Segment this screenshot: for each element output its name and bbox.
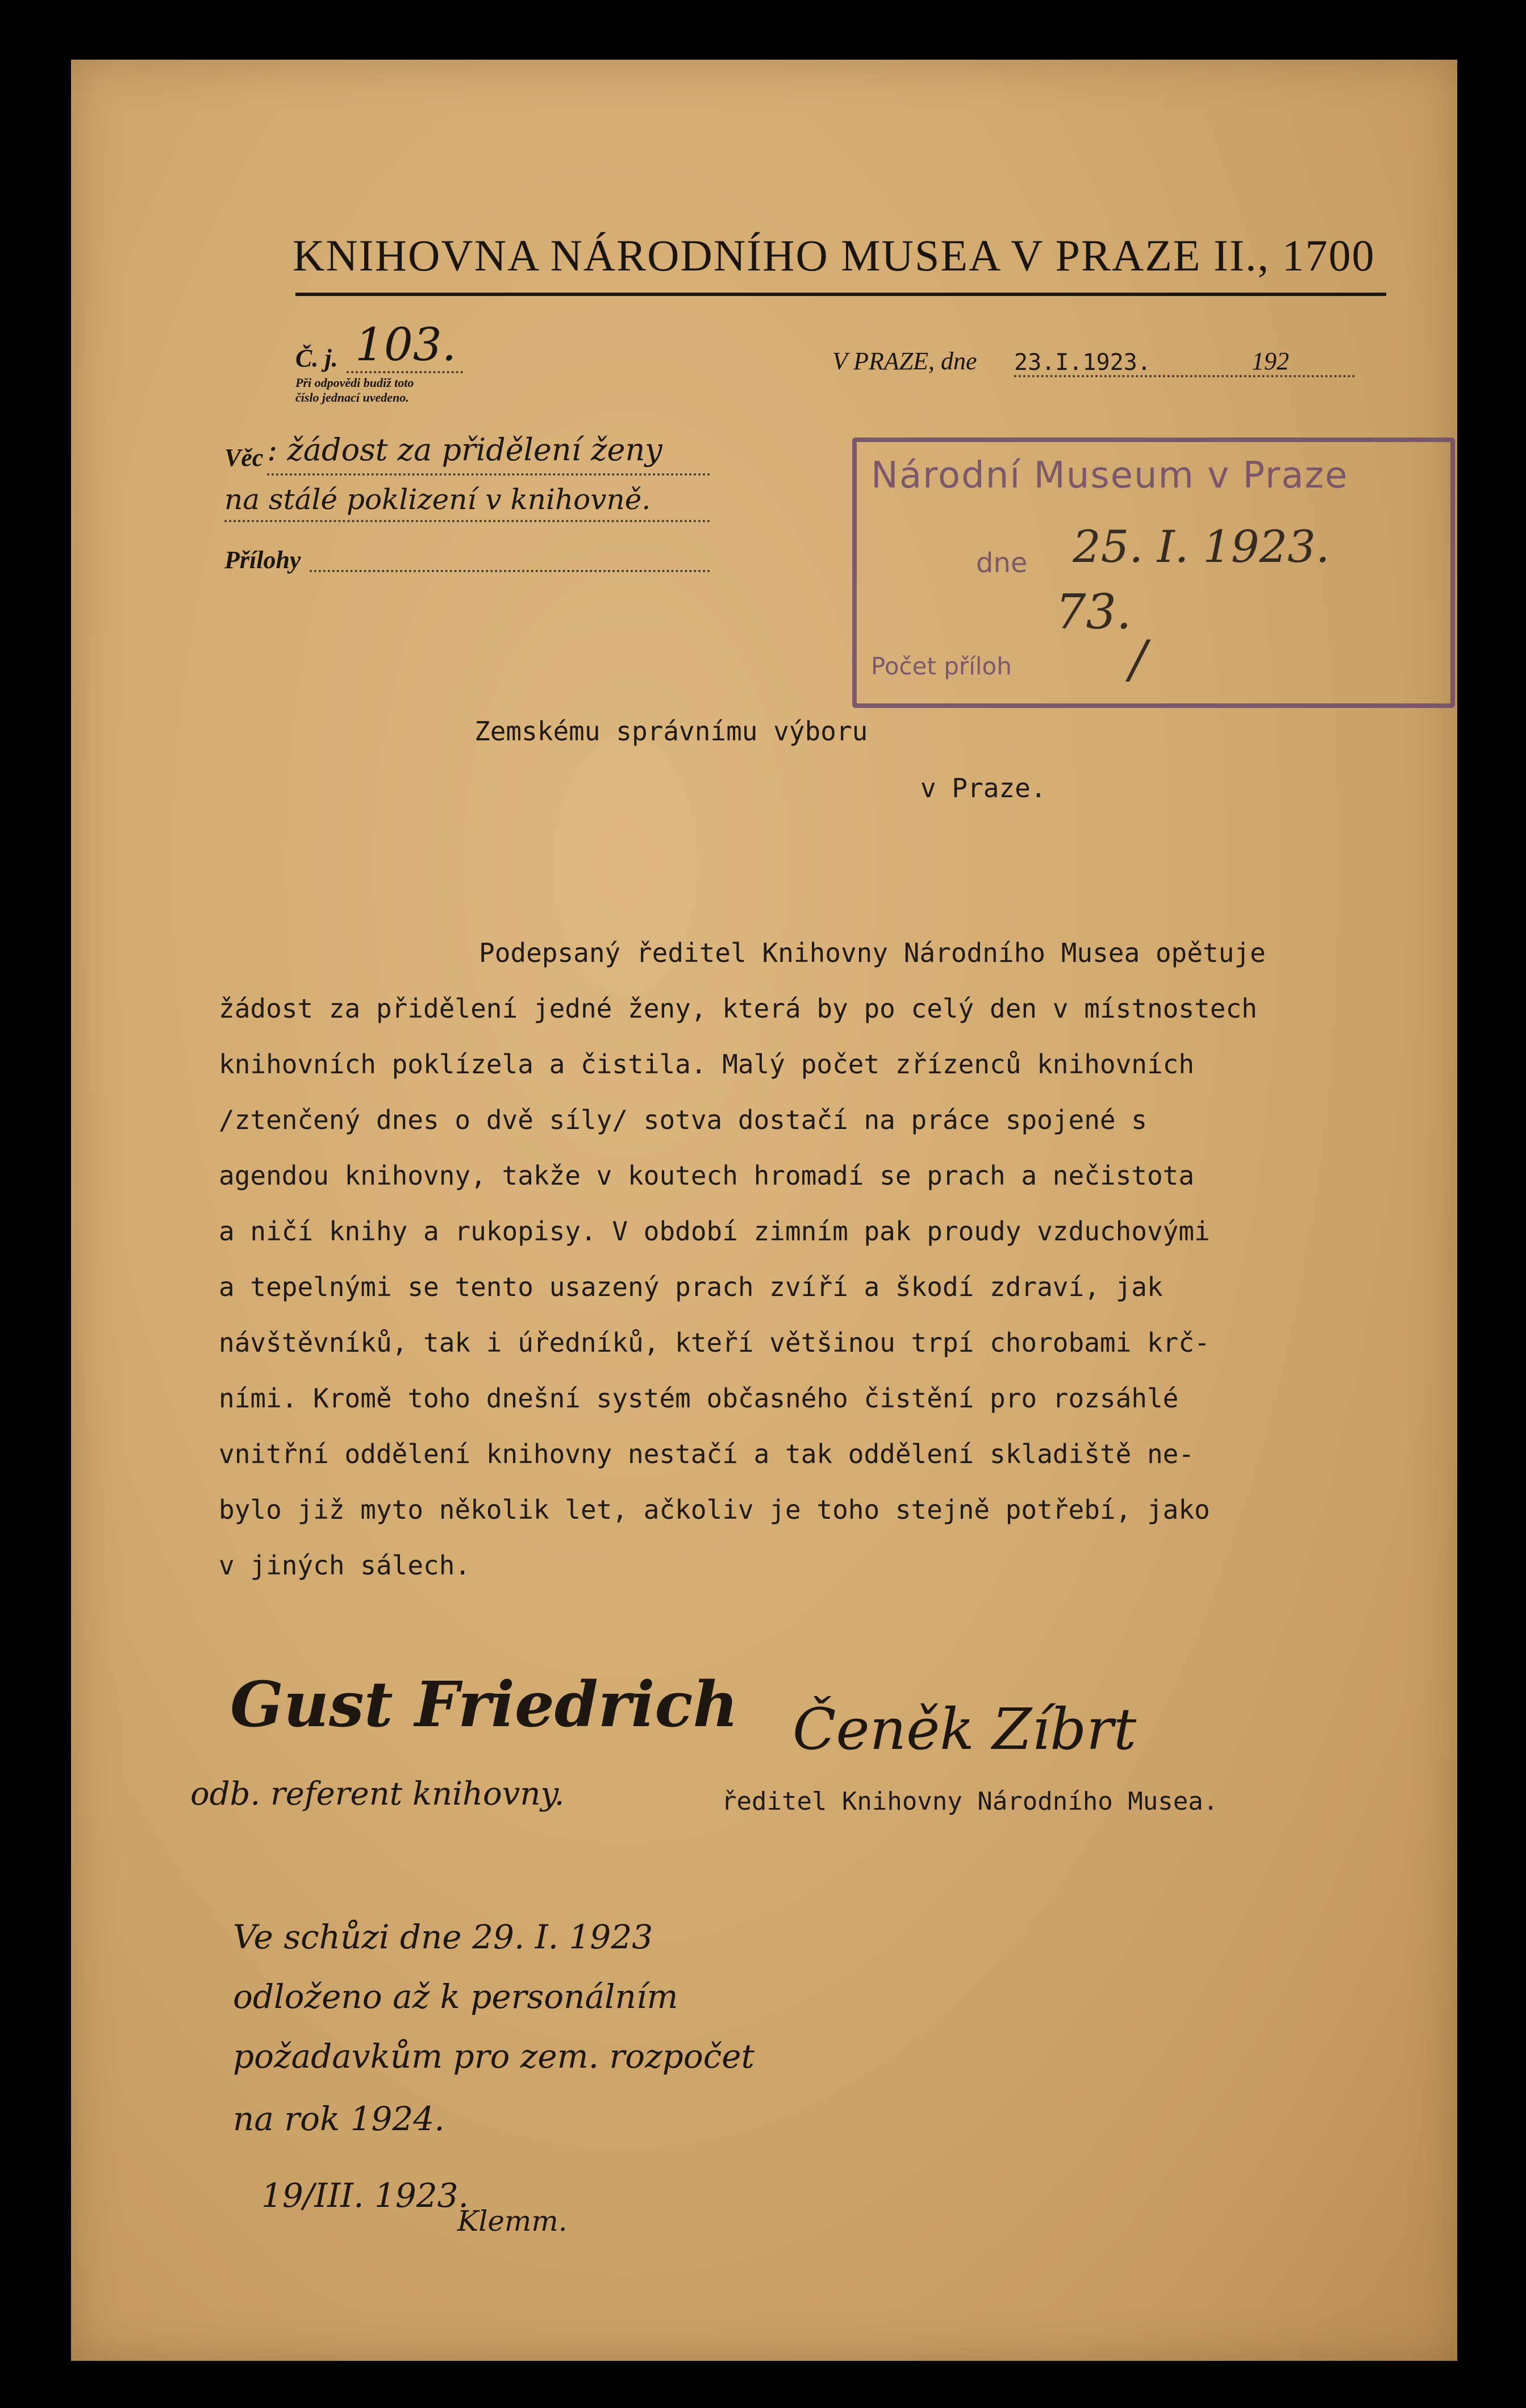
stamp-date-value: 25. I. 1923. bbox=[1073, 522, 1330, 573]
signature-left-name: Gust Friedrich bbox=[230, 1668, 739, 1741]
reference-number: 103. bbox=[355, 318, 457, 371]
body-line: ními. Kromě toho dnešní systém občasného čistění pro rozsáhlé bbox=[219, 1383, 1179, 1414]
subject-label: Věc bbox=[224, 444, 264, 472]
note-line-2: odloženo až k personálním bbox=[233, 1977, 678, 2016]
subject-line-2: na stálé poklizení v knihovně. bbox=[224, 483, 651, 516]
stamp-attachments-value: / bbox=[1129, 630, 1147, 689]
body-line: a tepelnými se tento usazený prach zvíří a škodí zdraví, jak bbox=[219, 1272, 1163, 1302]
body-line: a ničí knihy a rukopisy. V období zimním pak proudy vzduchovými bbox=[219, 1216, 1210, 1247]
receipt-stamp bbox=[852, 438, 1455, 708]
body-line: Podepsaný ředitel Knihovny Národního Musea opětuje bbox=[479, 938, 1266, 968]
body-line: knihovních poklízela a čistila. Malý počet zřízenců knihovních bbox=[219, 1049, 1195, 1080]
letterhead-title: KNIHOVNA NÁRODNÍHO MUSEA V PRAZE II., 1700 bbox=[293, 231, 1375, 280]
body-line: žádost za přidělení jedné ženy, která by po celý den v místnostech bbox=[219, 993, 1257, 1024]
note-initials: Klemm. bbox=[457, 2205, 568, 2238]
note-line-3: požadavkům pro zem. rozpočet bbox=[233, 2037, 754, 2076]
note-line-4: na rok 1924. bbox=[233, 2099, 445, 2138]
signature-left-role: odb. referent knihovny. bbox=[190, 1776, 565, 1813]
reference-label: Č. j. bbox=[295, 344, 338, 372]
body-line: vnitřní oddělení knihovny nestačí a tak oddělení skladiště ne- bbox=[219, 1439, 1195, 1469]
body-line: /ztenčený dnes o dvě síly/ sotva dostačí na práce spojené s bbox=[219, 1105, 1147, 1135]
date-prefix: V PRAZE, dne bbox=[832, 347, 977, 375]
date-value: 23.I.1923. bbox=[1014, 349, 1151, 376]
stamp-date-label: dne bbox=[976, 547, 1028, 579]
body-line: v jiných sálech. bbox=[219, 1550, 471, 1581]
reference-note-2: číslo jednací uvedeno. bbox=[295, 390, 409, 405]
addressee-line-2: v Praze. bbox=[920, 773, 1046, 803]
letterhead-rule bbox=[295, 293, 1386, 296]
date-year-suffix: 192 bbox=[1252, 347, 1289, 375]
date-dotted-line bbox=[1014, 375, 1355, 377]
body-line: agendou knihovny, takže v koutech hromadí se prach a nečistota bbox=[219, 1160, 1195, 1191]
addressee-line-1: Zemskému správnímu výboru bbox=[474, 716, 868, 747]
reference-note-1: Při odpovědi budiž toto bbox=[295, 376, 414, 390]
body-line: bylo již myto několik let, ačkoliv je toho stejně potřebí, jako bbox=[219, 1494, 1210, 1525]
stamp-number: 73. bbox=[1056, 584, 1132, 640]
document-page bbox=[71, 60, 1457, 2361]
note-date: 19/III. 1923. bbox=[261, 2176, 469, 2215]
stamp-attachments-label: Počet příloh bbox=[871, 652, 1012, 680]
signature-right-role: ředitel Knihovny Národního Musea. bbox=[722, 1787, 1219, 1816]
signature-right-name: Čeněk Zíbrt bbox=[793, 1696, 1137, 1763]
stamp-title: Národní Museum v Praze bbox=[871, 455, 1349, 497]
subject-dotted-line-1 bbox=[267, 473, 710, 476]
attachments-dotted-line bbox=[310, 570, 710, 572]
subject-line-1: : žádost za přidělení ženy bbox=[267, 432, 662, 468]
subject-dotted-line-2 bbox=[224, 520, 710, 522]
reference-dotted-line bbox=[347, 371, 463, 373]
note-line-1: Ve schůzi dne 29. I. 1923 bbox=[233, 1918, 653, 1956]
body-line: návštěvníků, tak i úředníků, kteří většinou trpí chorobami krč- bbox=[219, 1327, 1210, 1358]
attachments-label: Přílohy bbox=[224, 546, 301, 574]
